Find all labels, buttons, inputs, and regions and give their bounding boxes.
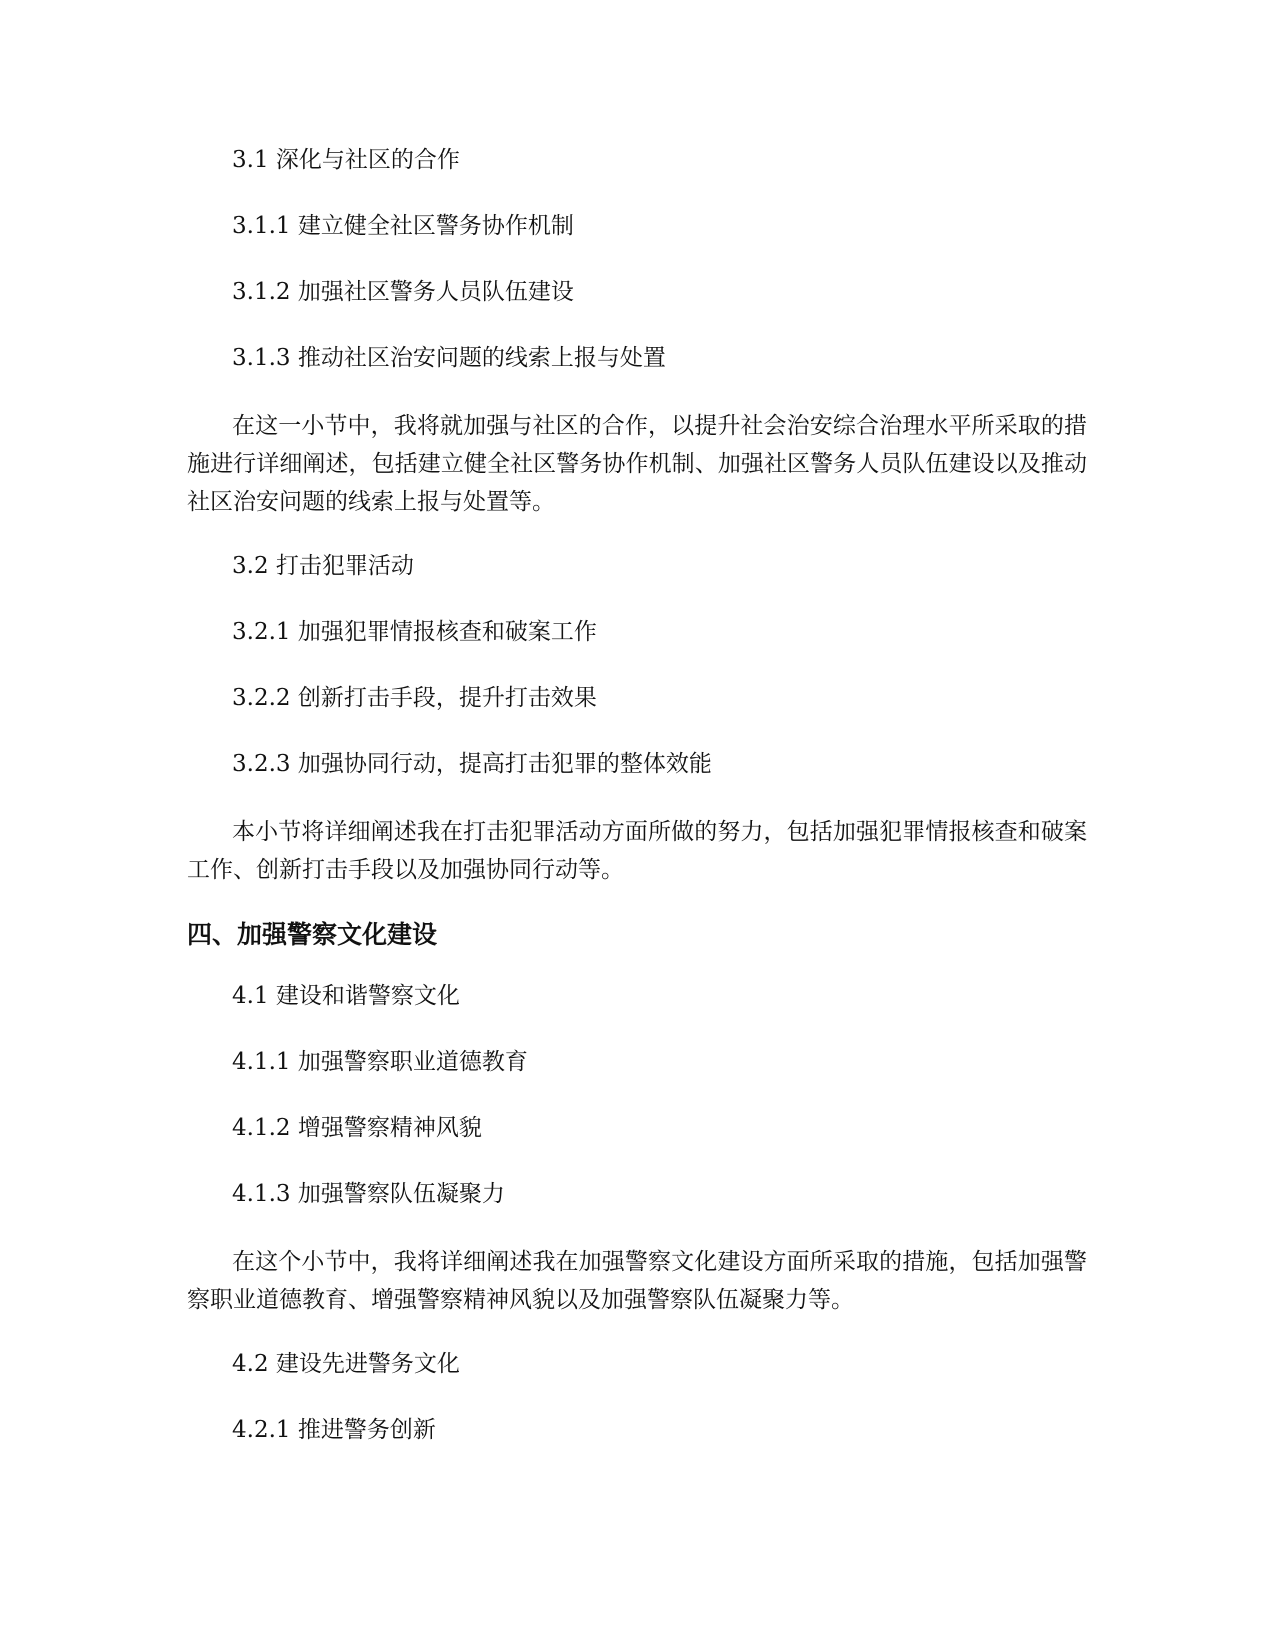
- subsection-4-1-3: 4.1.3 加强警察队伍凝聚力: [232, 1181, 505, 1207]
- paragraph-3-2: 本小节将详细阐述我在打击犯罪活动方面所做的努力，包括加强犯罪情报核查和破案工作、创新打击手段以及加强协同行动等。: [187, 819, 1087, 883]
- section-title-4-1: 4.1 建设和谐警察文化: [232, 983, 460, 1009]
- document-body: [187, 143, 1087, 1479]
- paragraph-4-1: 在这个小节中，我将详细阐述我在加强警察文化建设方面所采取的措施，包括加强警察职业道德教育、增强警察精神风貌以及加强警察队伍凝聚力等。: [187, 1249, 1087, 1313]
- subsection-4-1-2: 4.1.2 增强警察精神风貌: [232, 1115, 482, 1141]
- section-title-3-1: 3.1 深化与社区的合作: [232, 147, 460, 173]
- subsection-3-2-1: 3.2.1 加强犯罪情报核查和破案工作: [232, 619, 597, 645]
- paragraph-3-1: 在这一小节中，我将就加强与社区的合作，以提升社会治安综合治理水平所采取的措施进行详细阐述，包括建立健全社区警务协作机制、加强社区警务人员队伍建设以及推动社区治安问题的线索上报与处置等。: [187, 413, 1087, 515]
- chapter-heading-4: 四、加强警察文化建设: [187, 920, 438, 949]
- subsection-3-1-3: 3.1.3 推动社区治安问题的线索上报与处置: [232, 345, 666, 371]
- subsection-4-2-1: 4.2.1 推进警务创新: [232, 1417, 436, 1443]
- subsection-4-1-1: 4.1.1 加强警察职业道德教育: [232, 1049, 528, 1075]
- subsection-3-1-2: 3.1.2 加强社区警务人员队伍建设: [232, 279, 574, 305]
- subsection-3-2-2: 3.2.2 创新打击手段，提升打击效果: [232, 685, 597, 711]
- section-title-3-2: 3.2 打击犯罪活动: [232, 553, 414, 579]
- subsection-3-1-1: 3.1.1 建立健全社区警务协作机制: [232, 213, 574, 239]
- section-title-4-2: 4.2 建设先进警务文化: [232, 1351, 460, 1377]
- subsection-3-2-3: 3.2.3 加强协同行动，提高打击犯罪的整体效能: [232, 751, 712, 777]
